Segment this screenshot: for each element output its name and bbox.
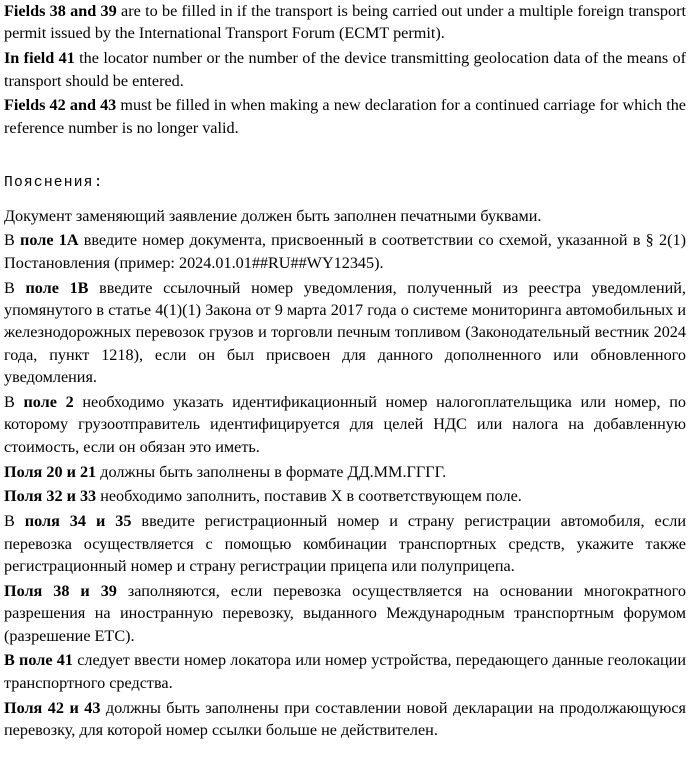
- ru-prefix: В: [4, 512, 25, 531]
- ru-text: введите ссылочный номер уведомления, полученный из реестра уведомлений, упомянутого в статье 4(1)(1) Закона от 9 марта 2017 года о системе мониторинга автомобильных и железнодорожных перевозок грузов и торговли печным топливом (Законодательный вестник 2024 года, пункт 1218), если он был присвоен для данного дополненного или обновленного уведомления.: [4, 278, 686, 387]
- ru-bold-label: Поля 38 и 39: [4, 581, 117, 600]
- en-paragraph-field-41: [4, 47, 686, 92]
- ru-paragraph-fields-42-43: [4, 697, 686, 742]
- ru-bold-label: поля 34 и 35: [24, 512, 132, 531]
- en-text: are to be filled in if the transport is being carried out under a multiple foreign transport permit issued by the International Transport Forum (ECMT permit).: [4, 2, 686, 43]
- ru-paragraph-fields-38-39: [4, 580, 686, 647]
- en-bold-label: In field 41: [4, 49, 75, 68]
- ru-paragraph-fields-34-35: [4, 510, 686, 577]
- explanations-heading: Пояснения:: [4, 174, 104, 191]
- ru-text: Документ заменяющий заявление должен быть заполнен печатными буквами.: [4, 206, 542, 225]
- ru-paragraph-fields-32-33: [4, 485, 686, 507]
- ru-text: введите номер документа, присвоенный в соответствии со схемой, указанной в § 2(1) Постановления (пример: 2024.01.01##RU##WY12345).: [4, 231, 686, 272]
- en-paragraph-fields-42-43: [4, 94, 686, 139]
- en-text: must be filled in when making a new declaration for a continued carriage for which the reference number is no longer valid.: [4, 96, 686, 137]
- en-paragraph-fields-38-39: [4, 0, 686, 45]
- ru-text: заполняются, если перевозка осуществляется на основании многократного разрешения на иностранную перевозку, выданного Международным транспортным форумом (разрешение ЕТС).: [4, 581, 687, 645]
- ru-bold-label: В поле 41: [4, 651, 73, 670]
- ru-bold-label: поле 1В: [25, 278, 89, 297]
- ru-text: следует ввести номер локатора или номер устройства, передающего данные геолокации транспортного средства.: [4, 651, 686, 692]
- en-text: the locator number or the number of the device transmitting geolocation data of the means of transport should be entered.: [4, 49, 686, 90]
- en-bold-label: Fields 38 and 39: [4, 2, 117, 20]
- ru-prefix: В: [4, 278, 26, 297]
- ru-text: необходимо заполнить, поставив Х в соответствующем поле.: [96, 487, 522, 506]
- ru-paragraph-fields-20-21: [4, 461, 686, 483]
- ru-text: должны быть заполнены в формате ДД.ММ.ГГГГ.: [96, 462, 447, 481]
- ru-text: введите регистрационный номер и страну регистрации автомобиля, если перевозка осуществляется с помощью комбинации транспортных средств, укажите также регистрационный номер и страну регистрации прицепа или полуприцепа.: [4, 512, 686, 576]
- ru-paragraph-field-1a: [4, 229, 686, 274]
- ru-paragraph-field-41: [4, 649, 686, 694]
- ru-text: необходимо указать идентификационный номер налогоплательщика или номер, по которому грузоотправитель идентифицируется для целей НДС или налога на добавленную стоимость, если он обязан это иметь.: [4, 393, 686, 456]
- ru-prefix: В: [4, 231, 21, 250]
- ru-bold-label: Поля 20 и 21: [4, 462, 97, 481]
- ru-text: должны быть заполнены при составлении новой декларации на продолжающуюся перевозку, для которой номер ссылки больше не действителен.: [4, 698, 686, 740]
- ru-bold-label: Поля 32 и 33: [4, 487, 97, 506]
- ru-bold-label: поле 2: [23, 393, 74, 412]
- ru-prefix: В: [4, 393, 24, 412]
- ru-paragraph-print-letters: [4, 205, 686, 227]
- ru-paragraph-field-2: [4, 391, 686, 458]
- ru-paragraph-field-1b: [4, 277, 686, 389]
- ru-bold-label: Поля 42 и 43: [4, 698, 101, 717]
- ru-bold-label: поле 1А: [20, 231, 79, 250]
- en-bold-label: Fields 42 and 43: [4, 96, 117, 115]
- section-spacer: [4, 142, 686, 172]
